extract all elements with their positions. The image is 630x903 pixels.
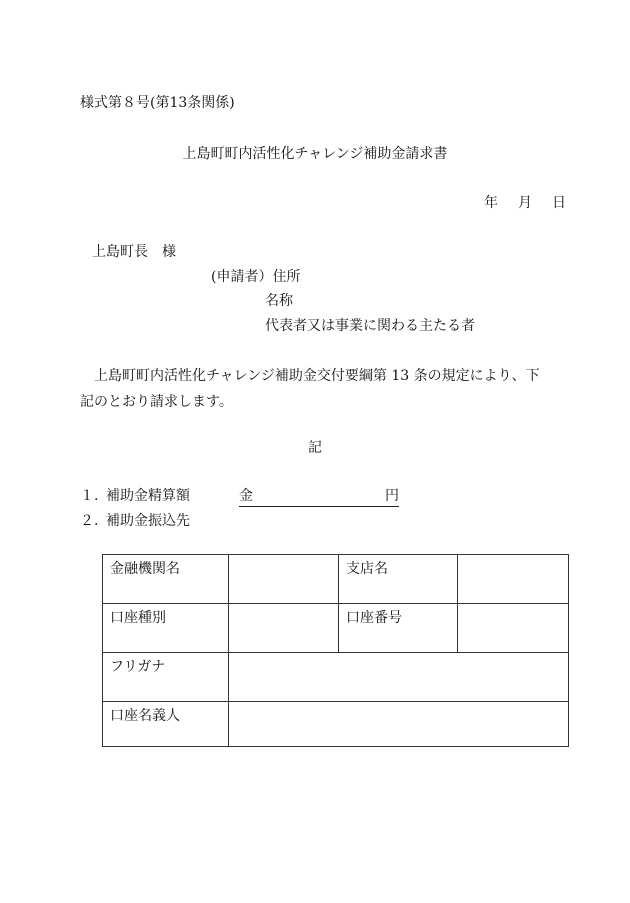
branch-name-label: 支店名	[339, 555, 458, 604]
date-line	[484, 196, 566, 210]
applicant-name-label: 名称	[265, 293, 293, 309]
item-1	[80, 489, 190, 503]
body-text: 上島町町内活性化チャレンジ補助金交付要綱第 13 条の規定により、下記のとおり請求します。	[80, 368, 540, 410]
item-2	[80, 514, 190, 528]
item-1-number: １.	[80, 488, 99, 504]
applicant-address-label: (申請者）住所	[211, 269, 301, 285]
item-1-label: 補助金精算額	[106, 488, 190, 504]
bank-account-table	[102, 554, 569, 747]
date-day: 日	[552, 195, 566, 211]
document-title: 上島町町内活性化チャレンジ補助金請求書	[182, 146, 448, 162]
table-row	[103, 702, 569, 747]
applicant-representative-label: 代表者又は事業に関わる主たる者	[265, 318, 475, 334]
item-2-number: ２.	[80, 513, 99, 529]
form-number: 様式第８号(第13条関係)	[80, 95, 235, 111]
bank-name-cell[interactable]	[229, 555, 339, 604]
account-holder-cell[interactable]	[229, 702, 569, 747]
item-2-label: 補助金振込先	[106, 513, 190, 529]
amount-field[interactable]	[239, 489, 399, 507]
table-row	[103, 653, 569, 702]
bank-name-label: 金融機関名	[103, 555, 229, 604]
date-year: 年	[484, 195, 498, 211]
branch-name-cell[interactable]	[458, 555, 569, 604]
amount-prefix: 金	[239, 488, 253, 504]
table-row	[103, 555, 569, 604]
table-row	[103, 604, 569, 653]
account-type-cell[interactable]	[229, 604, 339, 653]
account-holder-label: 口座名義人	[103, 702, 229, 747]
furigana-label: フリガナ	[103, 653, 229, 702]
amount-suffix: 円	[385, 488, 399, 504]
account-number-label: 口座番号	[339, 604, 458, 653]
furigana-cell[interactable]	[229, 653, 569, 702]
account-number-cell[interactable]	[458, 604, 569, 653]
ki-heading: 記	[308, 440, 322, 456]
date-month: 月	[518, 195, 532, 211]
addressee: 上島町長 様	[92, 244, 176, 260]
account-type-label: 口座種別	[103, 604, 229, 653]
